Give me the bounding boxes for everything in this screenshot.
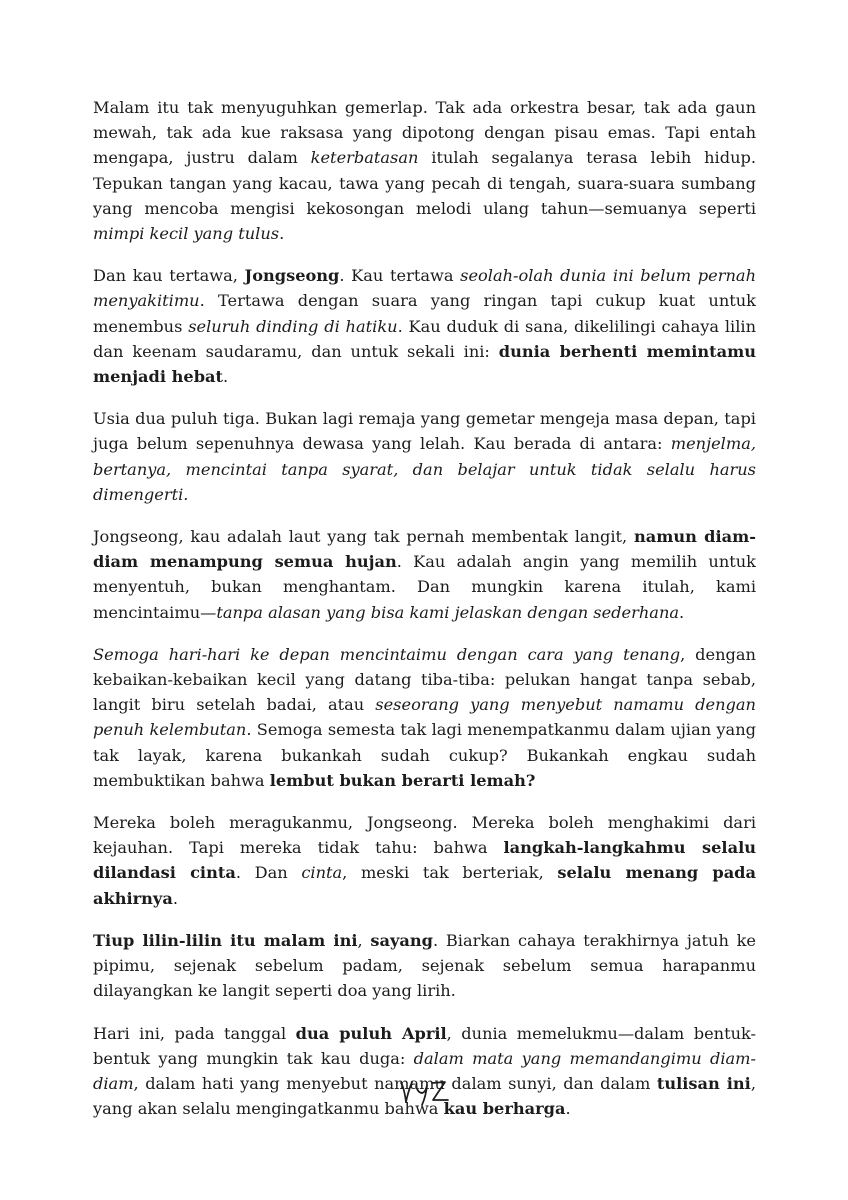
paragraph	[93, 524, 756, 625]
text-run: , dalam hati yang menyebut namamu dalam sunyi, dan dalam	[133, 1073, 657, 1093]
italic-text: menjelma, bertanya, mencintai tanpa syarat, dan belajar untuk tidak selalu harus dimengerti.	[93, 434, 756, 504]
bold-text: Jongseong	[244, 266, 340, 286]
bold-text: langkah-langkahmu selalu dilandasi cinta	[93, 838, 756, 883]
paragraph	[93, 406, 756, 507]
text-run: . Dan	[235, 863, 302, 883]
bold-text: lembut bukan berarti lemah?	[269, 770, 536, 790]
signature-mark	[398, 1078, 454, 1108]
italic-text: Semoga hari-hari ke depan mencintaimu dengan cara yang tenang	[93, 644, 681, 664]
text-run: . Kau duduk di sana, dikelilingi cahaya lilin dan keenam saudaramu, dan untuk sekali ini:	[93, 316, 757, 361]
italic-text: keterbatasan	[310, 148, 419, 168]
text-run: Hari ini, pada tanggal	[93, 1023, 296, 1043]
text-run: . Biarkan cahaya terakhirnya jatuh ke pipimu, sejenak sebelum padam, sejenak sebelum semua harapanmu dilayangkan ke langit seperti doa yang lirih.	[93, 930, 757, 1001]
text-run: , yang akan selalu mengingatkanmu bahwa	[93, 1073, 756, 1119]
bold-text: tulisan ini	[656, 1073, 751, 1093]
text-run: , dunia memelukmu—dalam bentuk-bentuk yang mungkin tak kau duga:	[93, 1023, 756, 1068]
paragraph	[93, 810, 756, 911]
text-run: Jongseong, kau adalah laut yang tak pernah membentak langit,	[93, 527, 634, 547]
bold-text: Tiup lilin-lilin itu malam ini	[93, 930, 358, 950]
paragraph	[93, 263, 756, 389]
text-run: . Kau tertawa	[339, 266, 461, 286]
italic-text: mimpi kecil yang tulus	[93, 224, 280, 244]
text-run: Mereka boleh meragukanmu, Jongseong. Mereka boleh menghakimi dari kejauhan. Tapi mereka tidak tahu: bahwa	[93, 813, 756, 858]
italic-text: cinta	[301, 863, 343, 883]
letter-body	[93, 95, 756, 1138]
paragraph	[93, 642, 756, 793]
bold-text: kau berharga	[443, 1099, 566, 1119]
text-run: ,	[357, 930, 371, 950]
italic-text: seluruh dinding di hatiku	[188, 316, 398, 336]
bold-text: selalu menang pada akhirnya	[93, 863, 756, 908]
text-run: .	[679, 602, 685, 622]
italic-text: seseorang yang menyebut namamu dengan penuh kelembutan	[93, 695, 756, 740]
text-run: . Kau adalah angin yang memilih untuk menyentuh, bukan menghantam. Dan mungkin karena itulah, kami mencintaimu—	[93, 552, 756, 622]
signature	[398, 1078, 454, 1108]
text-run: .	[279, 224, 285, 244]
text-run: . Tertawa dengan suara yang ringan tapi cukup kuat untuk menembus	[93, 291, 756, 336]
italic-text: tanpa alasan yang bisa kami jelaskan dengan sederhana	[216, 602, 680, 622]
text-run: .	[565, 1099, 571, 1119]
italic-text: seolah-olah dunia ini belum pernah menyakitimu	[93, 266, 756, 311]
text-run: itulah segalanya terasa lebih hidup. Tepukan tangan yang kacau, tawa yang pecah di tengah, suara-suara sumbang yang mencoba mengisi kekosongan melodi ulang tahun—semuanya seperti	[93, 148, 757, 218]
text-run: Dan kau tertawa,	[93, 266, 245, 286]
bold-text: dua puluh April	[295, 1023, 447, 1043]
text-run: .	[172, 888, 178, 908]
text-run: .	[223, 367, 229, 387]
bold-text: sayang	[370, 930, 433, 950]
paragraph	[93, 95, 756, 246]
text-run: . Semoga semesta tak lagi menempatkanmu dalam ujian yang tak layak, karena bukankah sudah cukup? Bukankah engkau sudah membuktikan bahwa	[93, 720, 756, 790]
italic-text: dalam mata yang memandangimu diam-diam	[93, 1048, 756, 1093]
text-run: , dengan kebaikan-kebaikan kecil yang datang tiba-tiba: pelukan hangat tanpa sebab, langit biru setelah badai, atau	[93, 644, 756, 715]
paragraph	[93, 928, 756, 1004]
text-run: Usia dua puluh tiga. Bukan lagi remaja yang gemetar mengeja masa depan, tapi juga belum sepenuhnya dewasa yang lelah. Kau berada di antara:	[93, 409, 756, 454]
bold-text: dunia berhenti memintamu menjadi hebat	[93, 341, 756, 387]
text-run: , meski tak berteriak,	[342, 863, 558, 883]
bold-text: namun diam-diam menampung semua hujan	[93, 527, 756, 572]
text-run: Malam itu tak menyuguhkan gemerlap. Tak ada orkestra besar, tak ada gaun mewah, tak ada kue raksasa yang dipotong dengan pisau emas. Tapi entah mengapa, justru dalam	[93, 98, 756, 168]
